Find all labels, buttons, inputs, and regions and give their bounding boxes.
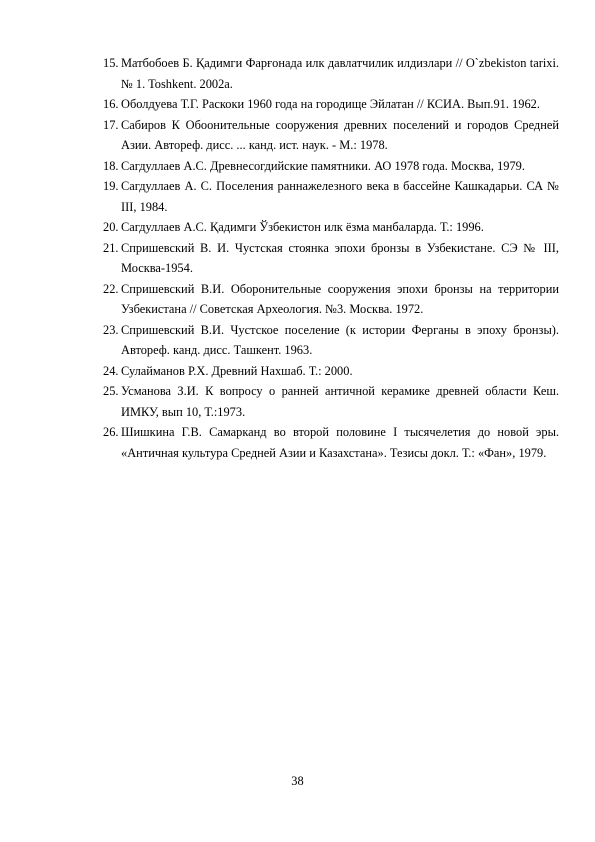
reference-number: 17. <box>103 117 119 132</box>
reference-number: 26. <box>103 425 119 439</box>
reference-item <box>103 94 559 115</box>
reference-text: Сабиров К Обоонительные сооружения древних поселений и городов Средней Азии. Автореф. дисс. ... канд. ист. наук. - М.: 1978. <box>121 117 559 152</box>
reference-item <box>103 156 559 177</box>
reference-number: 22. <box>103 281 119 296</box>
reference-list <box>103 53 559 463</box>
reference-number: 25. <box>103 384 119 398</box>
reference-item <box>103 381 559 422</box>
reference-number: 15. <box>103 56 119 70</box>
reference-text: Сулайманов Р.Х. Древний Нахшаб. Т.: 2000. <box>121 363 353 378</box>
reference-text: Сагдуллаев А.С. Қадимги Ўзбекистон илк ёзма манбаларда. Т.: 1996. <box>121 220 484 234</box>
reference-text: Спришевский В.И. Оборонительные сооружения эпохи бронзы на территории Узбекистана // Советская Археология. №3. Москва. 1972. <box>121 281 559 316</box>
reference-number: 20. <box>103 220 119 234</box>
reference-number: 23. <box>103 322 119 337</box>
reference-item <box>103 238 559 279</box>
reference-number: 19. <box>103 179 119 193</box>
reference-number: 16. <box>103 97 119 111</box>
reference-text: Матбобоев Б. Қадимги Фарғонада илк давлатчилик илдизлари // O`zbekiston tarixi. № 1. Toshkent. 2002а. <box>121 56 559 91</box>
reference-text: Спришевский В.И. Чустское поселение (к истории Ферганы в эпоху бронзы). Автореф. канд. дисс. Ташкент. 1963. <box>121 322 559 357</box>
reference-text: Сагдуллаев А.С. Древнесогдийские памятники. АО 1978 года. Москва, 1979. <box>121 158 525 173</box>
reference-number: 24. <box>103 363 119 378</box>
reference-item <box>103 361 559 382</box>
reference-text: Спришевский В. И. Чустская стоянка эпохи бронзы в Узбекистане. СЭ № III, Москва-1954. <box>121 240 559 275</box>
reference-item <box>103 217 559 238</box>
reference-item <box>103 115 559 156</box>
reference-number: 21. <box>103 240 119 255</box>
reference-item <box>103 422 559 463</box>
reference-number: 18. <box>103 158 119 173</box>
reference-text: Сагдуллаев А. С. Поселения раннажелезного века в бассейне Кашкадарьи. СА № III, 1984. <box>121 179 559 214</box>
reference-item <box>103 279 559 320</box>
reference-text: Усманова З.И. К вопросу о ранней античной керамике древней области Кеш. ИМКУ, вып 10, Т.:1973. <box>121 384 559 419</box>
page-number: 38 <box>291 774 304 788</box>
reference-item <box>103 176 559 217</box>
reference-text: Шишкина Г.В. Самарканд во второй половине I тысячелетия до новой эры. «Античная культура Средней Азии и Казахстана». Тезисы докл. Т.: «Фан», 1979. <box>121 425 559 460</box>
reference-item <box>103 53 559 94</box>
reference-text: Оболдуева Т.Г. Раскоки 1960 года на городище Эйлатан // КСИА. Вып.91. 1962. <box>121 97 540 111</box>
reference-item <box>103 320 559 361</box>
